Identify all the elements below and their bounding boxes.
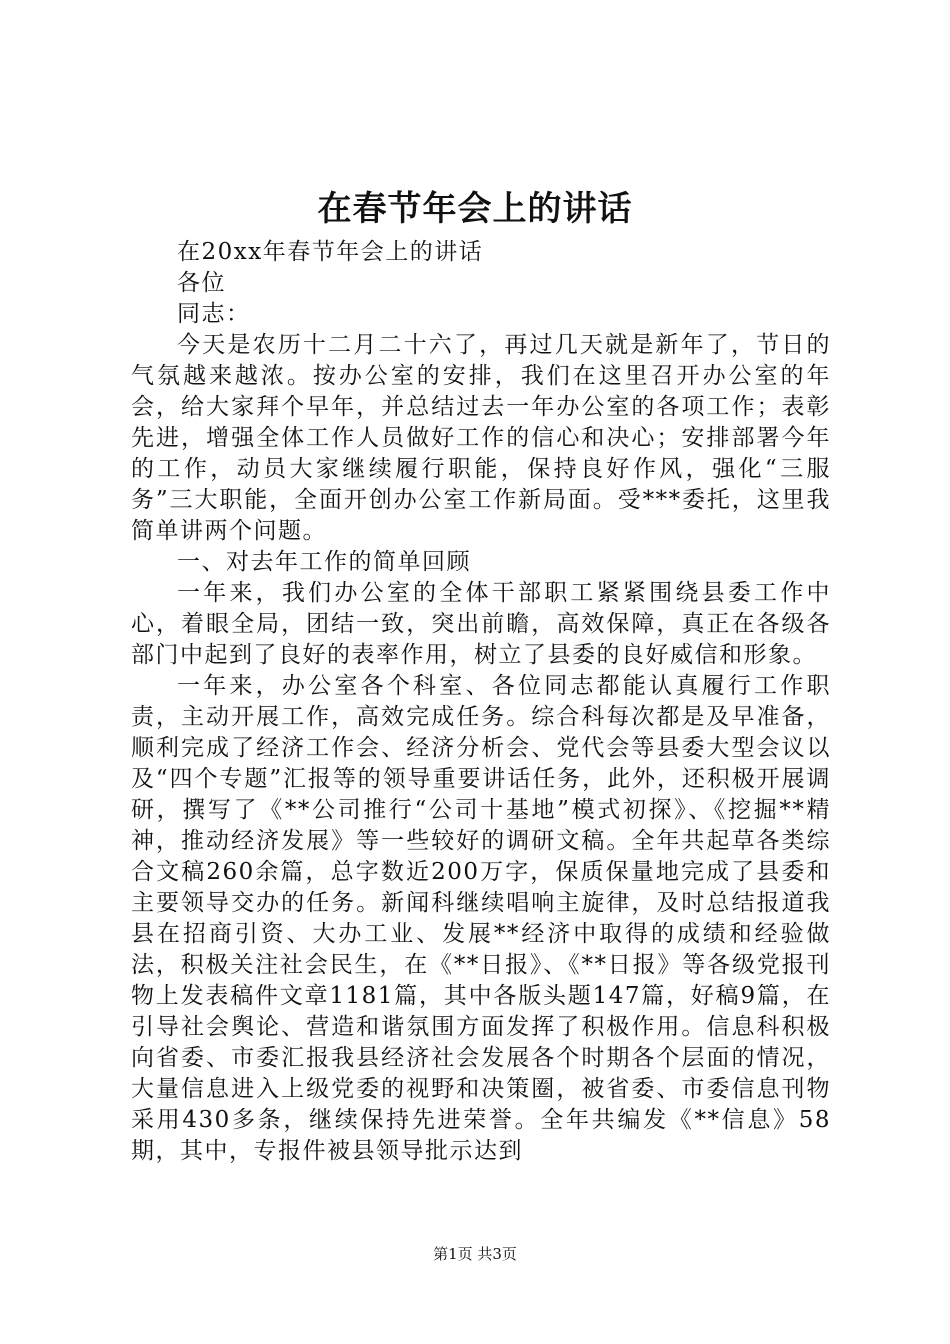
document-body bbox=[131, 237, 831, 1167]
page-footer: 第1页 共3页 bbox=[433, 1245, 517, 1263]
document-title: 在春节年会上的讲话 bbox=[317, 189, 633, 229]
section-heading-1: 一、对去年工作的简单回顾 bbox=[177, 549, 471, 575]
paragraph-departments: 一年来，办公室各个科室、各位同志都能认真履行工作职责，主动开展工作，高效完成任务。综合科每次都是及早准备，顺利完成了经济工作会、经济分析会、党代会等县委大型会议以及“四个专题”汇报等的领导重要讲话任务，此外，还积极开展调研，撰写了《**公司推行“公司十基地”模式初探》、《挖掘**精神，推动经济发展》等一些较好的调研文稿。全年共起草各类综合文稿260余篇，总字数近200万字，保质保量地完成了县委和主要领导交办的任务。新闻科继续唱响主旋律，及时总结报道我县在招商引资、大办工业、发展**经济中取得的成绩和经验做法，积极关注社会民生，在《**日报》、《**日报》等各级党报刊物上发表稿件文章1181篇，其中各版头题147篇，好稿9篇，在引导社会舆论、营造和谐氛围方面发挥了积极作用。信息科积极向省委、市委汇报我县经济社会发展各个时期各个层面的情况，大量信息进入上级党委的视野和决策圈，被省委、市委信息刊物采用430多条，继续保持先进荣誉。全年共编发《**信息》58期，其中，专报件被县领导批示达到 bbox=[131, 673, 831, 1164]
salutation-line-1: 各位 bbox=[177, 270, 226, 296]
subtitle-line: 在20xx年春节年会上的讲话 bbox=[177, 239, 484, 265]
paragraph-review: 一年来，我们办公室的全体干部职工紧紧围绕县委工作中心，着眼全局，团结一致，突出前瞻，高效保障，真正在各级各部门中起到了良好的表率作用，树立了县委的良好威信和形象。 bbox=[131, 580, 831, 668]
paragraph-opening: 今天是农历十二月二十六了，再过几天就是新年了，节日的气氛越来越浓。按办公室的安排，我们在这里召开办公室的年会，给大家拜个早年，并总结过去一年办公室的各项工作；表彰先进，增强全体工作人员做好工作的信心和决心；安排部署今年的工作，动员大家继续履行职能，保持良好作风，强化“三服务”三大职能，全面开创办公室工作新局面。受***委托，这里我简单讲两个问题。 bbox=[131, 332, 831, 544]
salutation-line-2: 同志： bbox=[177, 301, 251, 327]
